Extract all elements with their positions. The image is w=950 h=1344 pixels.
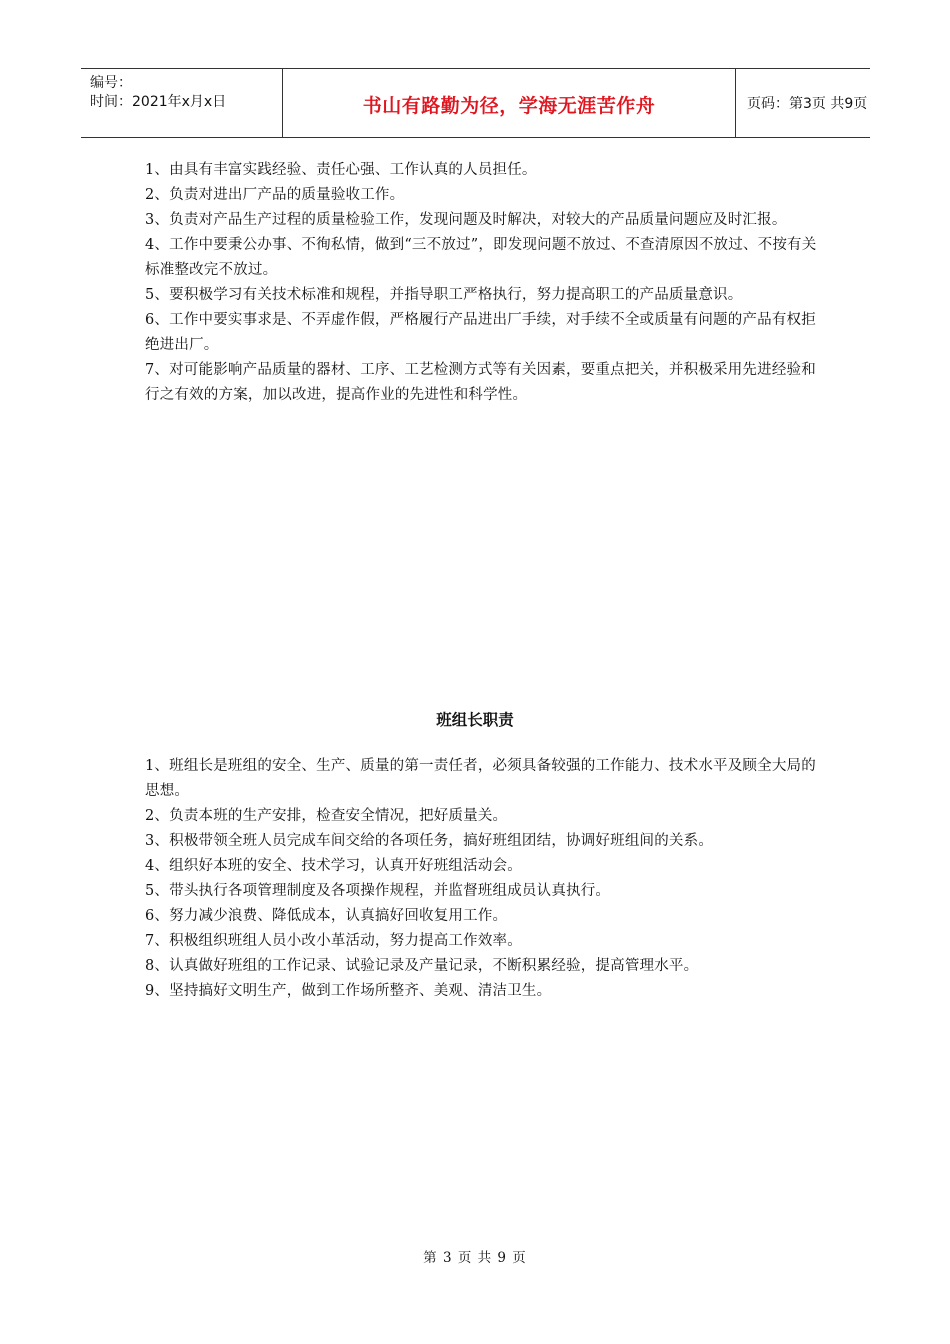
page-header <box>81 68 870 138</box>
list-item: 4、工作中要秉公办事、不徇私情，做到“三不放过”，即发现问题不放过、不查清原因不放过、不按有关标准整改完不放过。 <box>145 237 817 278</box>
list-item: 5、带头执行各项管理制度及各项操作规程，并监督班组成员认真执行。 <box>145 883 611 899</box>
document-date: 时间：2021年x月x日 <box>90 94 227 110</box>
document-number: 编号： <box>90 75 132 91</box>
list-item: 1、班组长是班组的安全、生产、质量的第一责任者，必须具备较强的工作能力、技术水平及顾全大局的思想。 <box>145 758 816 799</box>
list-item: 6、努力减少浪费、降低成本，认真搞好回收复用工作。 <box>145 908 508 924</box>
list-item: 8、认真做好班组的工作记录、试验记录及产量记录，不断积累经验，提高管理水平。 <box>145 958 699 974</box>
list-item: 9、坚持搞好文明生产，做到工作场所整齐、美观、清洁卫生。 <box>145 983 552 999</box>
header-motto-cell <box>282 69 736 137</box>
list-item: 7、对可能影响产品质量的器材、工序、工艺检测方式等有关因素，要重点把关，并积极采用先进经验和行之有效的方案，加以改进，提高作业的先进性和科学性。 <box>145 362 816 403</box>
header-page-number: 页码：第3页 共9页 <box>747 96 868 112</box>
list-item: 2、负责本班的生产安排，检查安全情况，把好质量关。 <box>145 808 508 824</box>
list-item: 1、由具有丰富实践经验、责任心强、工作认真的人员担任。 <box>145 162 537 178</box>
list-item: 5、要积极学习有关技术标准和规程，并指导职工严格执行，努力提高职工的产品质量意识。 <box>145 287 743 303</box>
section-title: 班组长职责 <box>436 711 514 729</box>
list-item: 3、负责对产品生产过程的质量检验工作，发现问题及时解决，对较大的产品质量问题应及时汇报。 <box>145 212 787 228</box>
team-leader-duties-list <box>145 754 825 1004</box>
list-item: 4、组织好本班的安全、技术学习，认真开好班组活动会。 <box>145 858 522 874</box>
list-item: 2、负责对进出厂产品的质量验收工作。 <box>145 187 405 203</box>
header-info-cell <box>81 69 282 137</box>
list-item: 6、工作中要实事求是、不弄虚作假，严格履行产品进出厂手续，对手续不全或质量有问题的产品有权拒绝进出厂。 <box>145 312 816 353</box>
list-item: 7、积极组织班组人员小改小革活动，努力提高工作效率。 <box>145 933 522 949</box>
page-footer: 第 3 页 共 9 页 <box>423 1250 527 1266</box>
header-page-cell <box>735 69 870 137</box>
list-item: 3、积极带领全班人员完成车间交给的各项任务，搞好班组团结，协调好班组间的关系。 <box>145 833 714 849</box>
header-motto: 书山有路勤为径，学海无涯苦作舟 <box>362 95 656 117</box>
inspector-duties-list <box>145 158 825 408</box>
